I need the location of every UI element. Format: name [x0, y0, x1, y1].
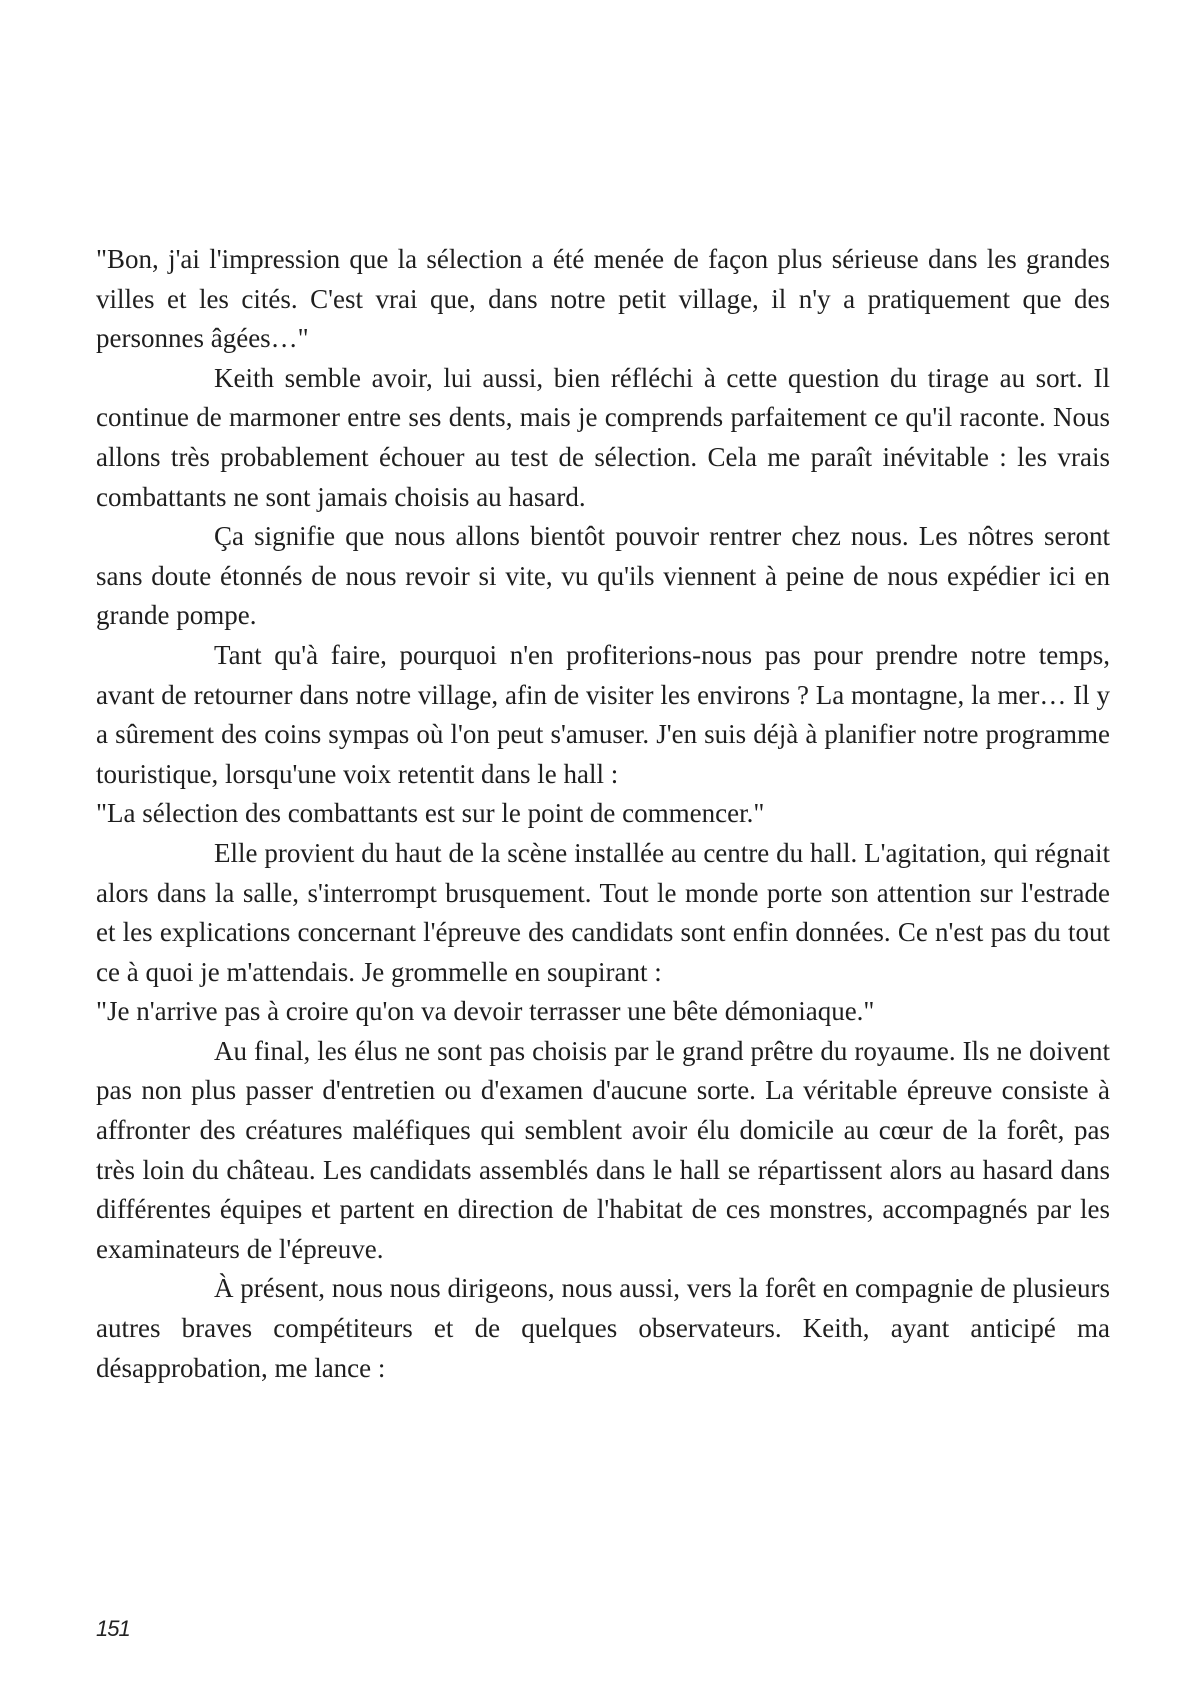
paragraph: Ça signifie que nous allons bientôt pouvoir rentrer chez nous. Les nôtres seront sans doute étonnés de nous revoir si vite, vu qu'ils viennent à peine de nous expédier ici en grande pompe. — [96, 521, 1110, 631]
paragraph: "Je n'arrive pas à croire qu'on va devoir terrasser une bête démoniaque." — [96, 996, 875, 1027]
paragraph: Elle provient du haut de la scène installée au centre du hall. L'agitation, qui régnait alors dans la salle, s'interrompt brusquement. Tout le monde porte son attention sur l'estrade et les explications concernant l'épreuve des candidats sont enfin données. Ce n'est pas du tout ce à quoi je m'attendais. Je grommelle en soupirant : — [96, 837, 1110, 987]
paragraph: À présent, nous nous dirigeons, nous aussi, vers la forêt en compagnie de plusieurs autres braves compétiteurs et de quelques observateurs. Keith, ayant anticipé ma désapprobation, me lance : — [96, 1273, 1110, 1383]
paragraph: Au final, les élus ne sont pas choisis par le grand prêtre du royaume. Ils ne doivent pas non plus passer d'entretien ou d'examen d'aucune sorte. La véritable épreuve consiste à affronter des créatures maléfiques qui semblent avoir élu domicile au cœur de la forêt, pas très loin du château. Les candidats assemblés dans le hall se répartissent alors au hasard dans différentes équipes et partent en direction de l'habitat de ces monstres, accompagnés par les examinateurs de l'épreuve. — [96, 1035, 1110, 1264]
paragraph: "La sélection des combattants est sur le point de commencer." — [96, 798, 765, 829]
paragraph: Tant qu'à faire, pourquoi n'en profiterions-nous pas pour prendre notre temps, avant de retourner dans notre village, afin de visiter les environs ? La montagne, la mer… Il y a sûrement des coins sympas où l'on peut s'amuser. J'en suis déjà à planifier notre programme touristique, lorsqu'une voix retentit dans le hall : — [96, 639, 1110, 789]
paragraph: "Bon, j'ai l'impression que la sélection a été menée de façon plus sérieuse dans les grandes villes et les cités. C'est vrai que, dans notre petit village, il n'y a pratiquement que des personnes âgées…" — [96, 244, 1110, 354]
page-number: 151 — [96, 1616, 130, 1641]
page-body-text — [96, 240, 1110, 1388]
paragraph: Keith semble avoir, lui aussi, bien réfléchi à cette question du tirage au sort. Il continue de marmoner entre ses dents, mais je comprends parfaitement ce qu'il raconte. Nous allons très probablement échouer au test de sélection. Cela me paraît inévitable : les vrais combattants ne sont jamais choisis au hasard. — [96, 362, 1110, 512]
